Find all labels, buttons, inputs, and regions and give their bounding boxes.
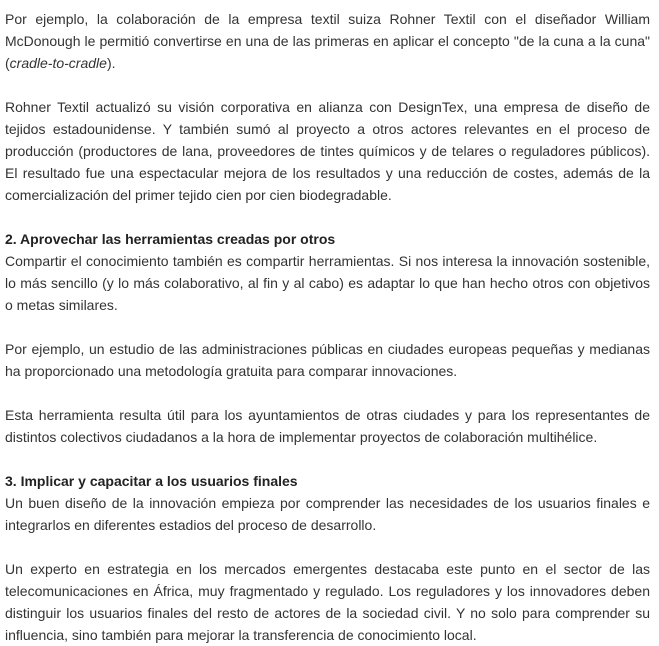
paragraph-rohner-intro-text: Por ejemplo, la colaboración de la empresa textil suiza Rohner Textil con el diseñador William McDonough le permitió convertirse en una de las primeras en aplicar el concepto "de la cuna a la cuna" (: [5, 11, 650, 71]
paragraph-rohner-intro-end: ).: [106, 55, 116, 71]
section-heading-tools: 2. Aprovechar las herramientas creadas por otros: [5, 231, 336, 247]
paragraph-emerging-markets: Un experto en estrategia en los mercados emergentes destacaba este punto en el sector de las telecomunicaciones en África, muy fragmentado y regulado. Los reguladores y los innovadores deben distinguir los usuarios finales del resto de actores de la sociedad civil. Y no solo para comprender su influencia, sino también para mejorar la transferencia de conocimiento local.: [5, 561, 650, 643]
paragraph-rohner-designtex: Rohner Textil actualizó su visión corporativa en alianza con DesignTex, una empresa de diseño de tejidos estadounidense. Y también sumó al proyecto a otros actores relevantes en el proceso de producción (productores de lana, proveedores de tintes químicos y de telares o reguladores públicos). El resultado fue una espectacular mejora de los resultados y una reducción de costes, además de la comercialización del primer tejido cien por cien biodegradable.: [5, 99, 650, 203]
paragraph-rohner-intro: [5, 8, 650, 74]
cradle-to-cradle-term: cradle-to-cradle: [9, 55, 107, 71]
paragraph-innovation-design: Un buen diseño de la innovación empieza por comprender las necesidades de los usuarios finales e integrarlos en diferentes estadios del proceso de desarrollo.: [5, 495, 650, 533]
paragraph-share-tools: Compartir el conocimiento también es compartir herramientas. Si nos interesa la innovación sostenible, lo más sencillo (y lo más colaborativo, al fin y al cabo) es adaptar lo que han hecho otros con objetivos o metas similares.: [5, 253, 650, 313]
section-heading-end-users: 3. Implicar y capacitar a los usuarios finales: [5, 473, 298, 489]
paragraph-tool-usefulness: Esta herramienta resulta útil para los ayuntamientos de otras ciudades y para los representantes de distintos colectivos ciudadanos a la hora de implementar proyectos de colaboración multihélice.: [5, 407, 650, 445]
paragraph-public-admin-study: Por ejemplo, un estudio de las administraciones públicas en ciudades europeas pequeñas y medianas ha proporcionado una metodología gratuita para comparar innovaciones.: [5, 341, 650, 379]
article-body: [5, 8, 650, 646]
